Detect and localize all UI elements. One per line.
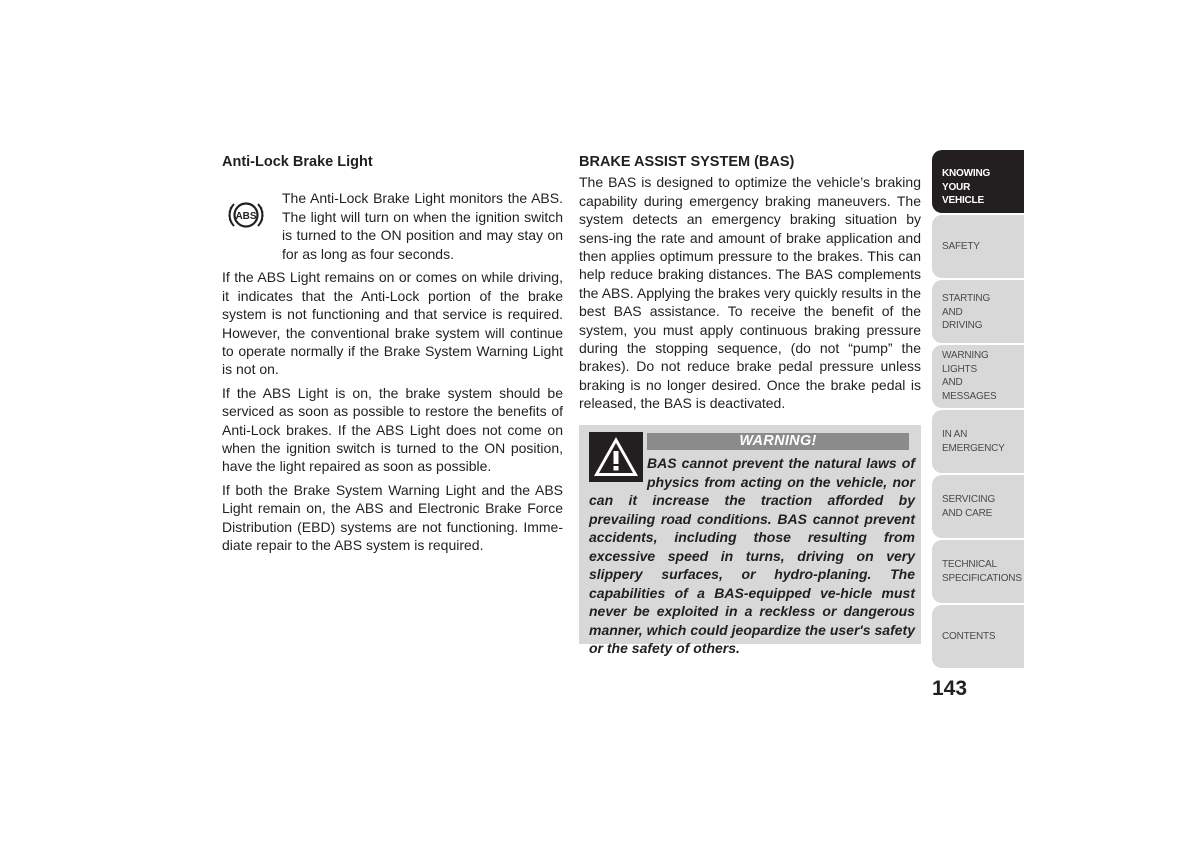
tab-contents[interactable]	[932, 605, 1024, 668]
section-heading-bas: BRAKE ASSIST SYSTEM (BAS)	[579, 154, 795, 170]
tab-in-an-emergency[interactable]	[932, 410, 1024, 473]
abs-icon-text: ABS	[235, 211, 257, 223]
tab-safety[interactable]	[932, 215, 1024, 278]
abs-warning-light-icon	[226, 195, 266, 235]
section-heading-abs-light: Anti-Lock Brake Light	[222, 154, 373, 170]
warning-title: WARNING!	[647, 433, 909, 450]
paragraph: The BAS is designed to optimize the vehicle’s braking capability during emergency braking maneuvers. The system detects an emergency braking situation by sens-ing the rate and amount of brake application and then applies optimum pressure to the brakes. This can help reduce braking distances. The BAS complements the ABS. Applying the brakes very quickly results in the best BAS assistance. To receive the benefit of the system, you must apply continuous braking pressure during the stopping sequence, (do not “pump” the brakes). Do not reduce brake pedal pressure unless braking is no longer desired. Once the brake pedal is released, the BAS is deactivated.	[579, 174, 921, 412]
tab-label: SERVICING AND CARE	[942, 494, 996, 519]
warning-text: BAS cannot prevent the natural laws of physics from acting on the vehicle, nor can it increase the traction afforded by prevailing road conditions. BAS cannot prevent accidents, including those resulting from excessive speed in turns, driving on very slippery surfaces, or hydro-planing. The capabilities of a BAS-equipped ve-hicle must never be exploited in a reckless or dangerous manner, which could jeopardize the user's safety or the safety of others.	[589, 455, 915, 656]
tab-warning-lights-and-messages[interactable]	[932, 345, 1024, 408]
tab-label: IN AN EMERGENCY	[942, 429, 1005, 454]
abs-light-intro-text: The Anti-Lock Brake Light monitors the ABS. The light will turn on when the ignition switch is turned to the ON position and may stay on for as long as four seconds.	[282, 190, 563, 262]
tab-technical-specifications[interactable]	[932, 540, 1024, 603]
tab-label: SAFETY	[942, 241, 980, 252]
tab-label: WARNING LIGHTS AND MESSAGES	[942, 350, 997, 402]
warning-box	[579, 425, 921, 656]
tab-starting-and-driving[interactable]	[932, 280, 1024, 343]
left-column	[222, 153, 563, 560]
tab-label: STARTING AND DRIVING	[942, 293, 991, 331]
paragraph: If the ABS Light remains on or comes on while driving, it indicates that the Anti-Lock portion of the brake system is not functioning and that service is required. However, the conventional brake system will continue to operate normally if the Brake System Warning Light is not on.	[222, 269, 563, 378]
paragraph: If both the Brake System Warning Light and the ABS Light remain on, the ABS and Electronic Brake Force Distribution (EBD) systems are not functioning. Imme-diate repair to the ABS system is required.	[222, 481, 563, 554]
warning-text-container	[589, 454, 915, 658]
abs-light-intro	[222, 189, 563, 263]
right-column	[579, 153, 921, 418]
tab-label: KNOWING YOUR VEHICLE	[942, 168, 991, 206]
tab-label: TECHNICAL SPECIFICATIONS	[942, 559, 1022, 584]
page-number: 143	[932, 677, 968, 700]
chapter-tabs	[932, 150, 1024, 670]
tab-knowing-your-vehicle[interactable]	[932, 150, 1024, 213]
paragraph: If the ABS Light is on, the brake system should be serviced as soon as possible to restore the benefits of Anti-Lock brakes. If the ABS Light does not come on when the ignition switch is turned to the ON position, have the light repaired as soon as possible.	[222, 384, 563, 475]
tab-label: CONTENTS	[942, 631, 996, 642]
tab-servicing-and-care[interactable]	[932, 475, 1024, 538]
